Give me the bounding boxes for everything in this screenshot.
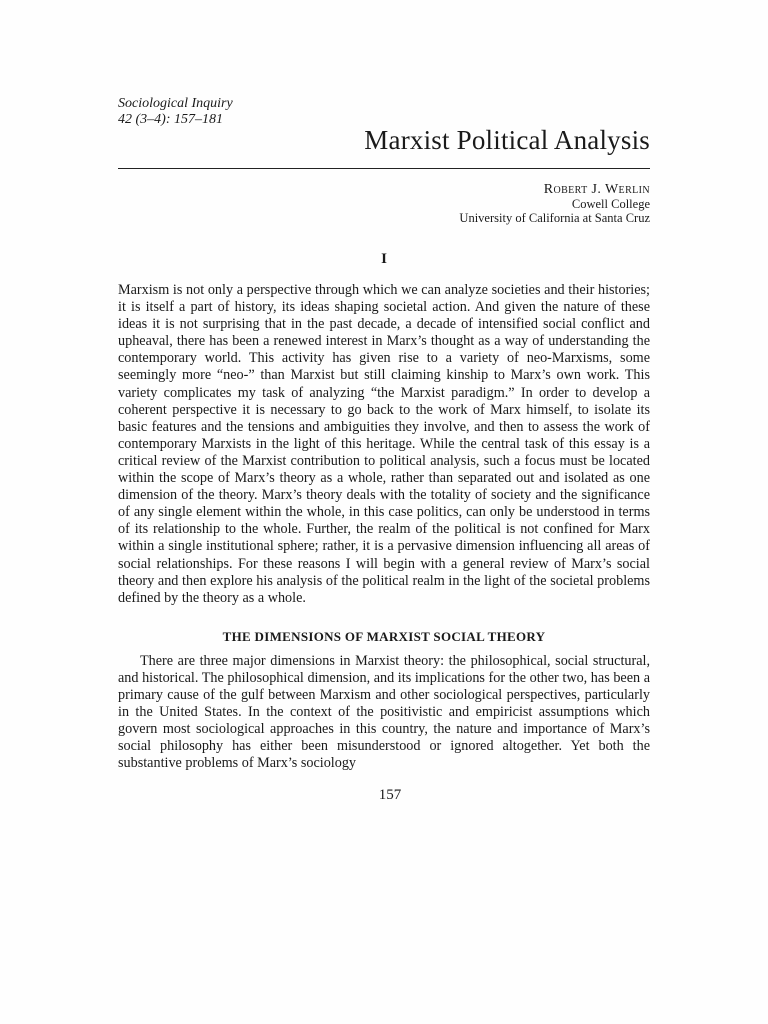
author-block [118, 183, 650, 225]
article-page [118, 96, 650, 804]
author-college: Cowell College [571, 197, 650, 211]
author-name: Robert J. Werlin [543, 182, 650, 197]
section-heading: THE DIMENSIONS OF MARXIST SOCIAL THEORY [222, 628, 546, 644]
journal-volume: 42 (3–4): 157–181 [118, 112, 223, 127]
body-paragraph-1: Marxism is not only a perspective through which we can analyze societies and their histories; it is itself a part of history, its ideas shaping societal action. And given the nature of these ideas it is not surprising that in the past decade, a decade of intensified social conflict and upheaval, there has been a renewed interest in Marx’s thought as a way of understanding the contemporary world. This activity has given rise to a variety of neo-Marxisms, some seemingly more “neo-” than Marxist but still claiming kinship to Marx’s own work. This variety complicates my task of analyzing “the Marxist paradigm.” In order to develop a coherent perspective it is necessary to go back to the work of Marx himself, to isolate its basic features and the tensions and ambiguities they involve, and then to assess the work of contemporary Marxists in the light of this heritage. While the central task of this essay is a critical review of the Marxist contribution to political analysis, such a focus must be located within the scope of Marx’s theory as a whole, rather than separated out and isolated as one dimension of the theory. Marx’s theory deals with the totality of society and the significance of any single element within the whole, in this case politics, can only be understood in terms of its relationship to the whole. Further, the realm of the political is not confined for Marx within a single institutional sphere; rather, it is a pervasive dimension influencing all areas of social relationships. For these reasons I will begin with a general review of Marx’s social theory and then explore his analysis of the political realm in the light of the societal problems defined by the theory as a whole. [118, 282, 650, 606]
article-title: Marxist Political Analysis [364, 125, 650, 155]
author-university: University of California at Santa Cruz [459, 211, 650, 225]
title-divider [118, 168, 650, 169]
page-number: 157 [378, 786, 402, 803]
journal-name: Sociological Inquiry [118, 96, 233, 111]
section-numeral: I [381, 251, 387, 267]
body-paragraph-2: There are three major dimensions in Marxist theory: the philosophical, social structural, and historical. The philosophical dimension, and its implications for the other two, has been a primary cause of the gulf between Marxism and other sociological perspectives, particularly in the United States. In the context of the positivistic and empiricist assumptions which govern most sociological approaches in this country, the nature and importance of Marx’s social philosophy has either been misunderstood or ignored altogether. Yet both the substantive problems of Marx’s sociology [118, 652, 650, 772]
